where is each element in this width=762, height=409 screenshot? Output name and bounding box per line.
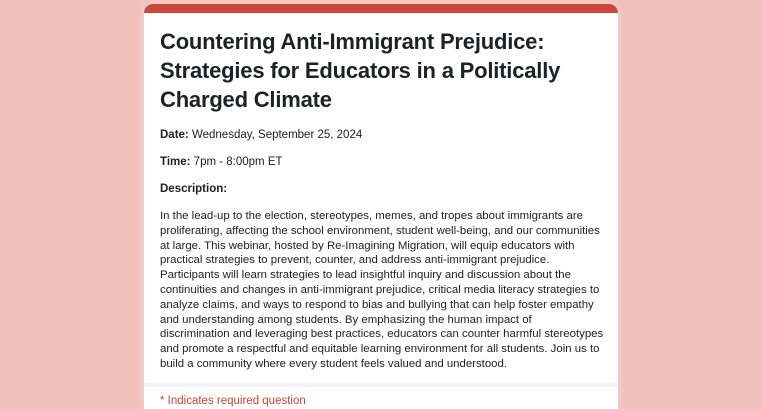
form-card-body <box>144 13 618 372</box>
date-value: Wednesday, September 25, 2024 <box>191 129 363 141</box>
date-row <box>160 128 604 143</box>
description-row <box>160 182 604 197</box>
time-value: 7pm - 8:00pm ET <box>193 156 283 168</box>
page-background <box>0 4 762 407</box>
required-note: * Indicates required question <box>160 394 306 407</box>
description-text: In the lead-up to the election, stereotypes, memes, and tropes about immigrants are proliferating, affecting the school environment, student well-being, and our communities at large. This webinar, hosted by Re-Imagining Migration, will equip educators with practical strategies to prevent, counter, and address anti-immigrant prejudice. Participants will learn strategies to lead insightful inquiry and discussion about the continuities and changes in anti-immigrant prejudice, critical media literacy strategies to analyze claims, and ways to respond to bias and bullying that can help foster empathy and understanding among students. By emphasizing the human impact of discrimination and leveraging best practices, educators can counter harmful stereotypes and promote a respectful and equitable learning environment for all students. Join us to build a community where every student feels valued and understood. <box>160 210 604 370</box>
theme-color-bar <box>144 4 618 13</box>
description-label: Description: <box>160 183 228 195</box>
date-label: Date: <box>160 129 189 141</box>
time-label: Time: <box>160 156 191 168</box>
time-row <box>160 155 604 170</box>
form-title: Countering Anti-Immigrant Prejudice: Strategies for Educators in a Politically Charged Climate <box>160 29 561 112</box>
form-card <box>144 4 618 409</box>
